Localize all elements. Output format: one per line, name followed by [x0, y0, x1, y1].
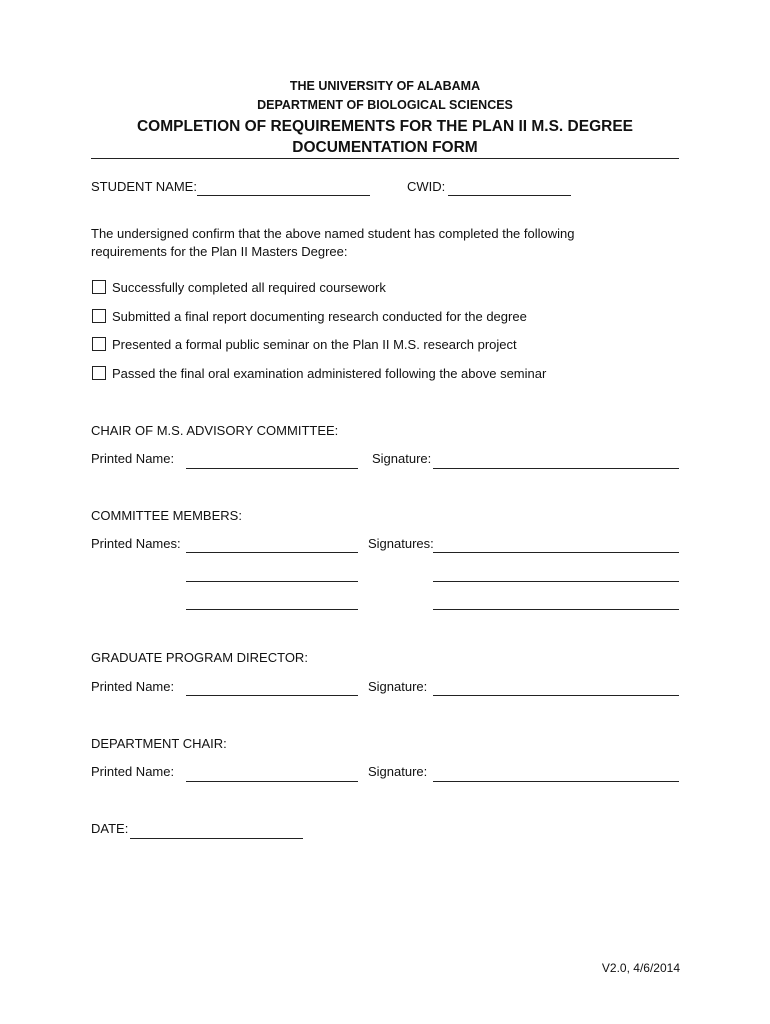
university-name: THE UNIVERSITY OF ALABAMA	[289, 79, 481, 93]
date-label: DATE:	[91, 821, 129, 836]
public-seminar-checkbox[interactable]	[92, 337, 106, 351]
intro-text-line1: The undersigned confirm that the above named student has completed the following	[91, 226, 575, 241]
coursework-checkbox[interactable]	[92, 280, 106, 294]
member-printed-name-field[interactable]	[186, 552, 358, 553]
intro-text-line2: requirements for the Plan II Masters Degree:	[91, 244, 348, 259]
oral-exam-label: Passed the final oral examination administered following the above seminar	[112, 366, 547, 381]
members-signatures-label: Signatures:	[368, 536, 434, 551]
form-subtitle: DOCUMENTATION FORM	[292, 139, 478, 156]
final-report-checkbox[interactable]	[92, 309, 106, 323]
dept-chair-signature-field[interactable]	[433, 781, 679, 782]
member-signature-field[interactable]	[433, 609, 679, 610]
cwid-label: CWID:	[407, 179, 446, 194]
department-name: DEPARTMENT OF BIOLOGICAL SCIENCES	[257, 98, 513, 112]
coursework-label: Successfully completed all required coursework	[112, 280, 386, 295]
chair-signature-label: Signature:	[372, 451, 432, 466]
student-name-field[interactable]	[197, 195, 370, 196]
dept-chair-heading: DEPARTMENT CHAIR:	[91, 736, 227, 751]
director-printed-name-label: Printed Name:	[91, 679, 175, 694]
cwid-field[interactable]	[448, 195, 571, 196]
member-signature-field[interactable]	[433, 581, 679, 582]
chair-signature-field[interactable]	[433, 468, 679, 469]
members-printed-names-label: Printed Names:	[91, 536, 181, 551]
header-divider	[91, 158, 679, 159]
dept-chair-printed-name-field[interactable]	[186, 781, 358, 782]
director-printed-name-field[interactable]	[186, 695, 358, 696]
member-printed-name-field[interactable]	[186, 581, 358, 582]
chair-heading: CHAIR OF M.S. ADVISORY COMMITTEE:	[91, 423, 339, 438]
members-heading: COMMITTEE MEMBERS:	[91, 508, 242, 523]
oral-exam-checkbox[interactable]	[92, 366, 106, 380]
dept-chair-printed-name-label: Printed Name:	[91, 764, 175, 779]
director-signature-field[interactable]	[433, 695, 679, 696]
version-label: V2.0, 4/6/2014	[601, 961, 680, 975]
final-report-label: Submitted a final report documenting research conducted for the degree	[112, 309, 527, 324]
chair-printed-name-label: Printed Name:	[91, 451, 175, 466]
director-signature-label: Signature:	[368, 679, 428, 694]
chair-printed-name-field[interactable]	[186, 468, 358, 469]
member-printed-name-field[interactable]	[186, 609, 358, 610]
public-seminar-label: Presented a formal public seminar on the Plan II M.S. research project	[112, 337, 517, 352]
form-title: COMPLETION OF REQUIREMENTS FOR THE PLAN II M.S. DEGREE	[136, 118, 634, 135]
director-heading: GRADUATE PROGRAM DIRECTOR:	[91, 650, 308, 665]
member-signature-field[interactable]	[433, 552, 679, 553]
student-name-label: STUDENT NAME:	[91, 179, 197, 194]
dept-chair-signature-label: Signature:	[368, 764, 428, 779]
date-field[interactable]	[130, 838, 303, 839]
